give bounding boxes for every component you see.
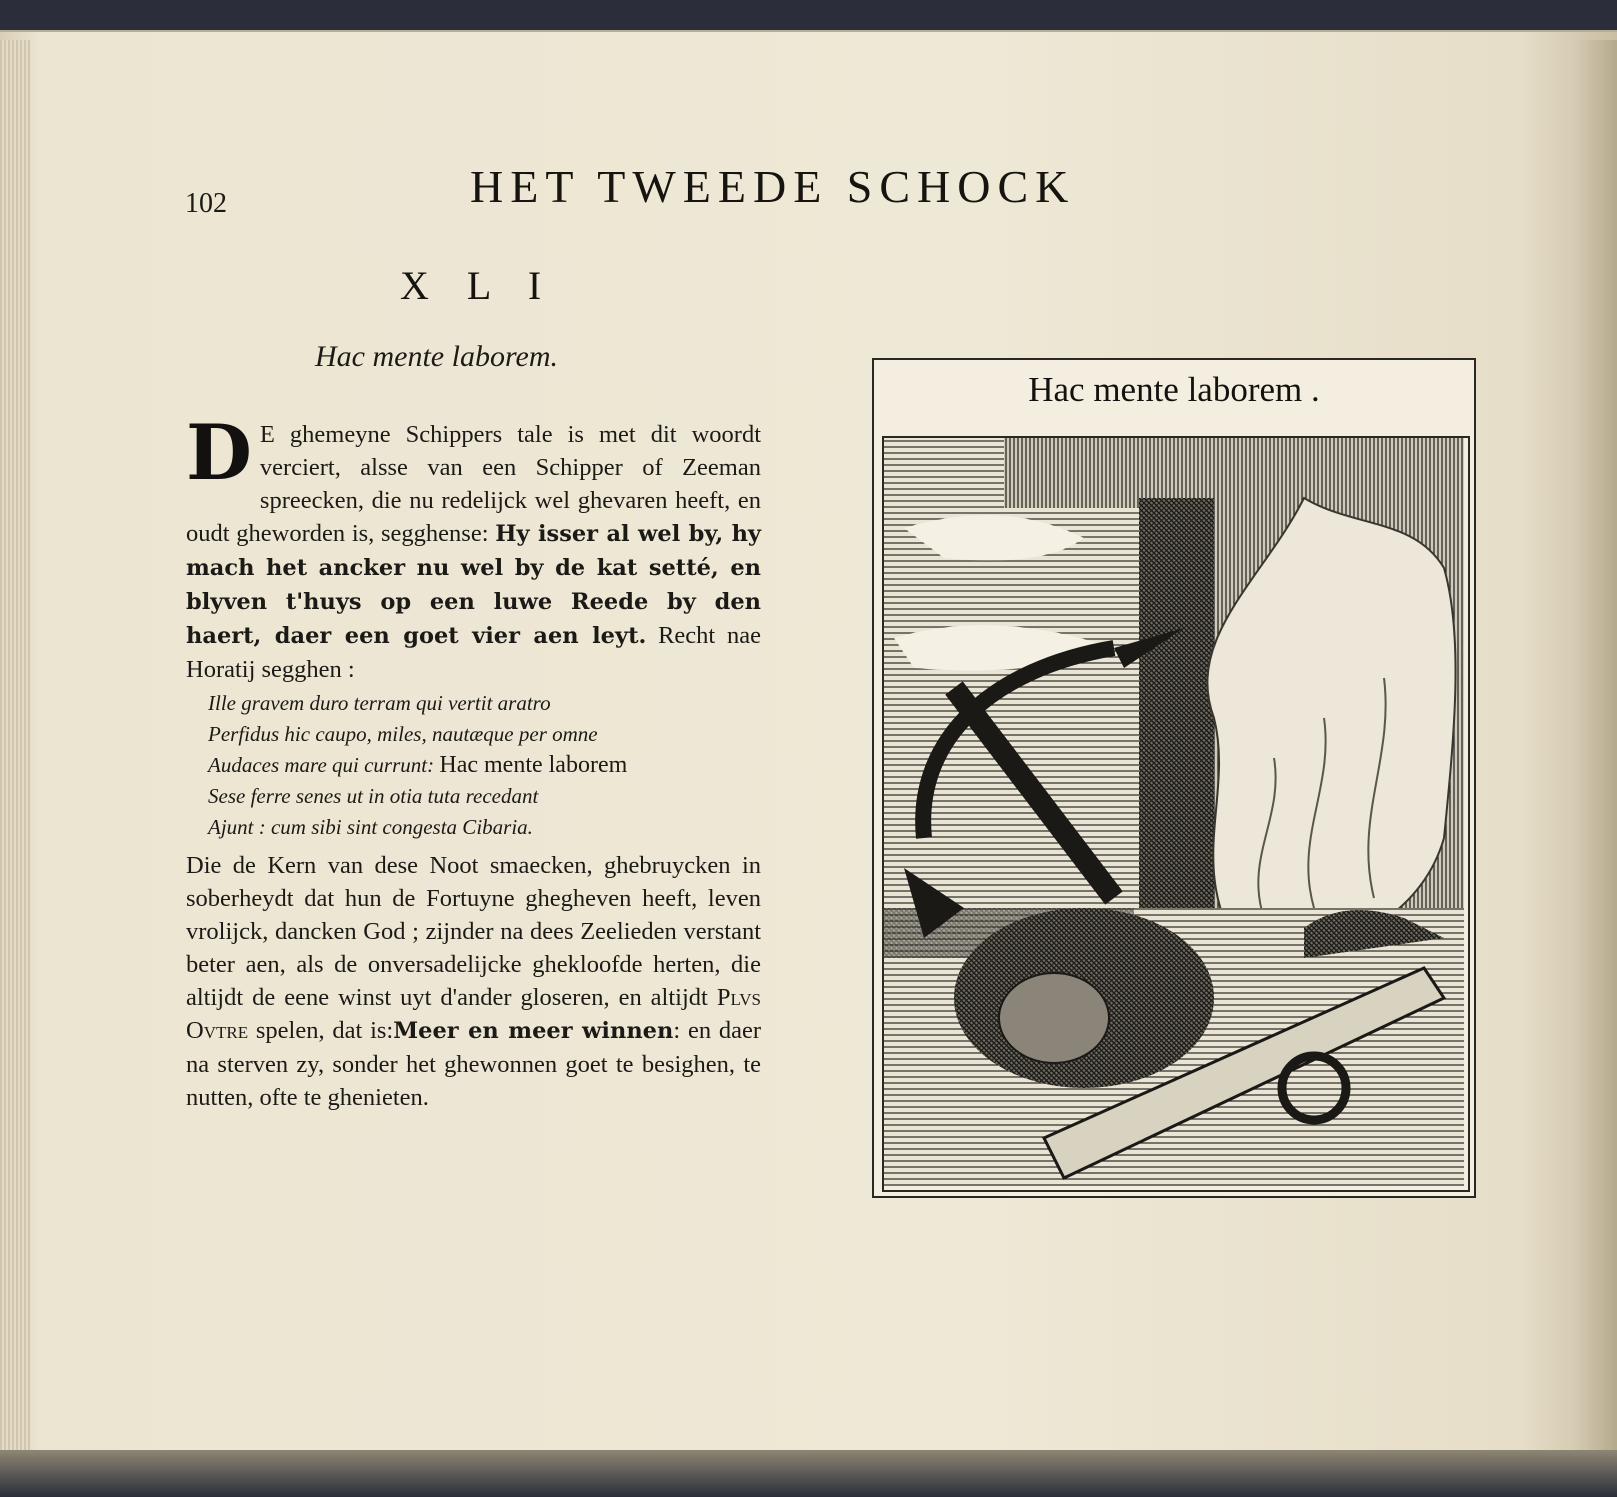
paragraph-1-tail: Recht nae Horatij segghen : [186,622,761,683]
emblem-plate [872,358,1476,1198]
plus-ultra-smallcaps: Plvs Ovtre [186,984,761,1044]
bottom-shadow [0,1450,1617,1497]
horace-verse [208,688,761,843]
blackletter-proverb: Hy isser al wel by, hy mach het ancker nu wel by de kat setté, en blyven t'huys op een luwe Reede by den haert, daer een goet vier aen leyt. [186,521,762,649]
chapter-number: X L I [400,263,556,308]
mantel-hood [1004,438,1464,508]
verse-line-text: Audaces mare qui currunt: [208,753,435,777]
verse-line: Ajunt : cum sibi sint congesta Cibaria. [208,815,533,839]
paragraph-2-text-c: : en daer na sterven zy, sonder het ghewonnen goet te besighen, te nutten, ofte te ghenieten. [186,1017,762,1111]
page-edges-right [1569,40,1617,1450]
verse-line [208,750,761,781]
paragraph-1-text: E ghemeyne Schippers tale is met dit woordt verciert, alsse van een Schipper of Zeeman spreecken, die nu redelijck wel ghevaren heeft, en oudt gheworden is, segghense: [186,421,761,547]
paragraph-1 [186,408,762,686]
verse-roman-motto: Hac mente laborem [439,752,628,778]
verse-line: Perfidus hic caupo, miles, nautæque per omne [208,722,598,746]
page-number: 102 [185,188,227,219]
cat-head [999,973,1109,1063]
verse-line: Sese ferre senes ut in otia tuta recedant [208,784,539,808]
engraving-svg [884,438,1464,1186]
paragraph-2 [186,849,761,1114]
engraving-illustration [882,436,1470,1192]
blackletter-phrase: Meer en meer winnen [393,1018,674,1044]
body-text [186,408,762,1114]
plate-title: Hac mente laborem . [1028,370,1320,409]
paragraph-2-text-a: Die de Kern van dese Noot smaecken, ghebruycken in soberheydt dat hun de Fortuyne ghegheven heeft, leven vrolijck, dancken God ; zijnder na dees Zeelieden verstant beter aen, als de onversadelijcke ghekloofde herten, die altijdt de eene winst uyt d'ander gloseren, en altijdt [186,852,761,1011]
page-edges-left [0,40,30,1450]
running-head: HET TWEEDE SCHOCK [470,161,1076,212]
chapter-motto: Hac mente laborem. [315,340,558,373]
verse-line: Ille gravem duro terram qui vertit aratro [208,691,551,715]
paragraph-2-text-b: spelen, dat is: [255,1017,394,1044]
chimney-column [1139,498,1214,958]
drop-cap: D [186,408,252,497]
